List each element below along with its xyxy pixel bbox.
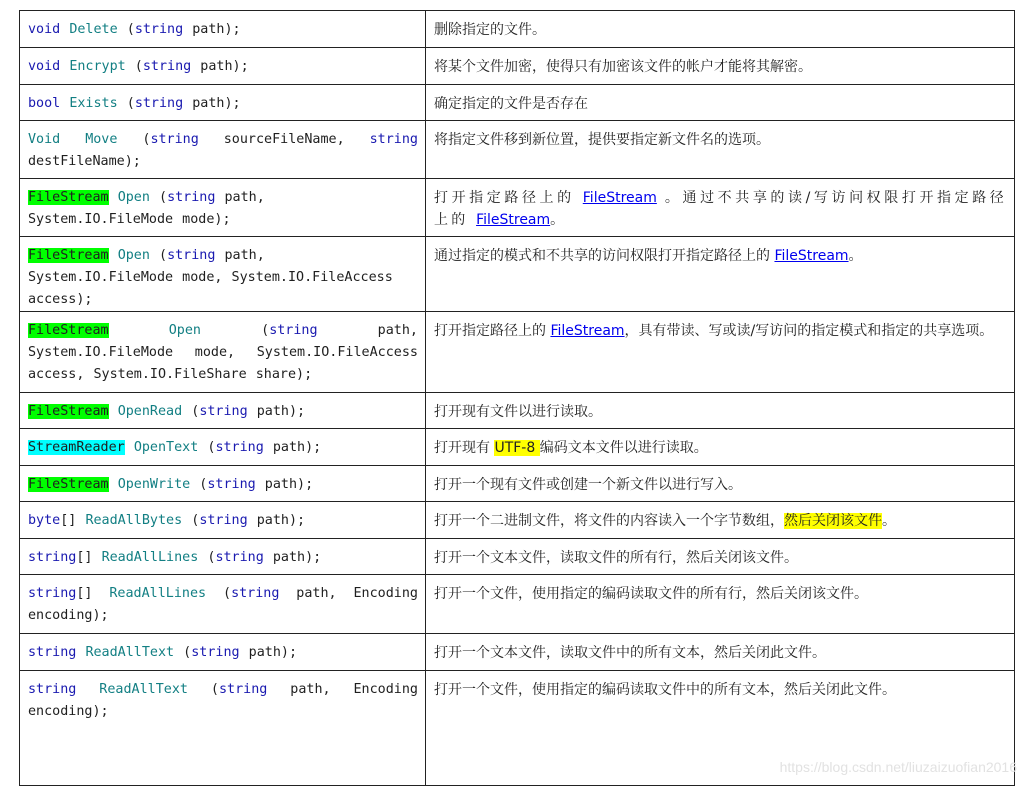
text-fragment [60, 59, 69, 74]
text-fragment: 。 [882, 513, 896, 529]
text-fragment: 。通过不共享的读/写访问权限打开指定路径上的 [434, 190, 1008, 228]
method-signature-cell [20, 502, 426, 539]
method-description-cell [426, 11, 1015, 48]
method-signature-cell [20, 179, 426, 237]
keyword-token: string [28, 586, 77, 601]
text-fragment: ( [201, 323, 270, 338]
keyword-token: string [28, 645, 77, 660]
method-description-cell [426, 85, 1015, 121]
keyword-token: bool [28, 96, 61, 111]
method-signature-cell [20, 429, 426, 466]
text-fragment: path); [247, 513, 306, 528]
text-fragment: path, System.IO.FileMode mode, System.IO.FileAccess access); [28, 248, 393, 307]
text-fragment: path); [263, 550, 322, 565]
keyword-token: string [231, 586, 280, 601]
text-fragment: ( [190, 477, 208, 492]
method-description-cell [426, 429, 1015, 466]
text-fragment: 打开一个文件，使用指定的编码读取文件中的所有文本，然后关闭此文件。 [434, 682, 896, 698]
keyword-token: string [207, 477, 256, 492]
method-name-token: Open [117, 248, 150, 263]
text-fragment: ( [117, 132, 151, 147]
method-signature-cell [20, 466, 426, 502]
text-fragment: path, System.IO.FileMode mode); [28, 190, 265, 227]
method-description-cell [426, 179, 1015, 237]
text-fragment [60, 132, 85, 147]
keyword-token: string [134, 96, 184, 111]
filestream-link[interactable]: FileStream [476, 212, 551, 228]
keyword-token: string [199, 513, 248, 528]
method-description-cell [426, 312, 1015, 393]
text-fragment: ( [182, 513, 200, 528]
text-fragment: 。 [848, 248, 863, 264]
method-description-cell [426, 634, 1015, 671]
text-fragment: [] [76, 550, 102, 565]
text-fragment: path); [183, 22, 241, 37]
highlighted-text: FileStream [28, 190, 109, 205]
keyword-token: string [269, 323, 318, 338]
method-signature-cell [20, 539, 426, 575]
text-fragment: path); [247, 404, 306, 419]
highlighted-text: FileStream [28, 404, 109, 419]
text-fragment [109, 190, 118, 205]
keyword-token: string [167, 248, 216, 263]
text-fragment: 打开指定路径上的 [434, 323, 551, 339]
method-description-cell [426, 121, 1015, 179]
text-fragment [109, 323, 169, 338]
text-fragment: path, Encoding encoding); [28, 682, 418, 719]
text-fragment [109, 477, 118, 492]
watermark: https://blog.csdn.net/liuzaizuofian2016 [779, 759, 1017, 775]
keyword-token: string [191, 645, 240, 660]
method-description-cell [426, 539, 1015, 575]
text-fragment: 将某个文件加密，使得只有加密该文件的帐户才能将其解密。 [434, 59, 812, 75]
text-fragment: 打开一个文本文件，读取文件的所有行，然后关闭该文件。 [434, 550, 798, 566]
keyword-token: void [28, 59, 61, 74]
text-fragment: 打开现有文件以进行读取。 [434, 404, 602, 420]
text-fragment: path); [183, 96, 241, 111]
keyword-token: string [28, 550, 77, 565]
text-fragment: 打开一个现有文件或创建一个新文件以进行写入。 [434, 477, 742, 493]
method-name-token: Delete [69, 22, 118, 37]
highlighted-text: FileStream [28, 248, 109, 263]
method-name-token: Encrypt [69, 59, 126, 74]
text-fragment: path); [191, 59, 249, 74]
table-row [20, 48, 1015, 85]
text-fragment: [] [76, 586, 110, 601]
method-name-token: Open [168, 323, 201, 338]
method-name-token: ReadAllText [85, 645, 175, 660]
table-row [20, 312, 1015, 393]
text-fragment: [] [60, 513, 86, 528]
text-fragment: ( [206, 586, 232, 601]
method-description-cell [426, 502, 1015, 539]
keyword-token: string [142, 59, 192, 74]
table-row [20, 237, 1015, 312]
method-signature-cell [20, 11, 426, 48]
text-fragment: 编码文本文件以进行读取。 [539, 440, 708, 456]
highlighted-text: StreamReader [28, 440, 125, 455]
text-fragment: 通过指定的模式和不共享的访问权限打开指定路径上的 [434, 248, 775, 264]
file-methods-table [19, 10, 1015, 786]
table-row [20, 429, 1015, 466]
table-row [20, 634, 1015, 671]
keyword-token: string [134, 22, 184, 37]
method-name-token: OpenRead [117, 404, 183, 419]
highlighted-text: 然后关闭该文件 [784, 513, 882, 529]
method-description-cell [426, 393, 1015, 429]
method-name-token: ReadAllText [99, 682, 188, 697]
text-fragment [76, 682, 99, 697]
text-fragment [60, 96, 69, 111]
text-fragment: path, System.IO.FileMode mode, System.IO.FileAccess access, System.IO.FileShare share); [28, 323, 418, 382]
text-fragment [125, 440, 134, 455]
table-row [20, 466, 1015, 502]
text-fragment [109, 404, 118, 419]
text-fragment: ( [174, 645, 192, 660]
text-fragment: 打开一个文件，使用指定的编码读取文件的所有行，然后关闭该文件。 [434, 586, 868, 602]
text-fragment: ( [149, 248, 168, 263]
method-description-cell [426, 466, 1015, 502]
keyword-token: string [199, 404, 248, 419]
table-row [20, 539, 1015, 575]
keyword-token: string [369, 132, 418, 147]
method-name-token: OpenWrite [117, 477, 191, 492]
text-fragment: 确定指定的文件是否存在 [434, 96, 588, 112]
table-row [20, 11, 1015, 48]
highlighted-text: FileStream [28, 477, 109, 492]
text-fragment: ( [149, 190, 168, 205]
table-row [20, 179, 1015, 237]
text-fragment: 打开指定路径上的 [434, 190, 583, 206]
method-signature-cell [20, 575, 426, 634]
text-fragment: ( [198, 440, 216, 455]
method-name-token: Move [85, 132, 118, 147]
keyword-token: string [215, 550, 264, 565]
table-row [20, 502, 1015, 539]
method-name-token: ReadAllLines [101, 550, 199, 565]
text-fragment: ( [117, 96, 135, 111]
method-signature-cell [20, 237, 426, 312]
keyword-token: string [218, 682, 268, 697]
keyword-token: byte [28, 513, 61, 528]
method-signature-cell [20, 634, 426, 671]
text-fragment: 删除指定的文件。 [434, 22, 546, 38]
text-fragment: sourceFileName, [198, 132, 370, 147]
table-row [20, 85, 1015, 121]
method-signature-cell [20, 85, 426, 121]
table-row [20, 575, 1015, 634]
text-fragment: 打开一个文本文件，读取文件中的所有文本，然后关闭此文件。 [434, 645, 826, 661]
filestream-link[interactable]: FileStream [774, 248, 849, 264]
table-row [20, 121, 1015, 179]
table-body [20, 11, 1015, 786]
text-fragment: ，具有带读、写或读/写访问的指定模式和指定的共享选项。 [624, 323, 994, 339]
text-fragment: path); [255, 477, 314, 492]
method-signature-cell [20, 48, 426, 85]
method-signature-cell [20, 671, 426, 786]
text-fragment: ( [182, 404, 200, 419]
text-fragment: 打开一个二进制文件，将文件的内容读入一个字节数组， [434, 513, 784, 529]
method-signature-cell [20, 393, 426, 429]
filestream-link[interactable]: FileStream [582, 190, 657, 206]
keyword-token: void [28, 22, 61, 37]
method-name-token: Exists [69, 96, 118, 111]
filestream-link[interactable]: FileStream [550, 323, 625, 339]
text-fragment: destFileName); [28, 154, 141, 169]
highlighted-text: FileStream [28, 323, 109, 338]
table-row [20, 393, 1015, 429]
text-fragment: path); [263, 440, 322, 455]
method-name-token: Open [117, 190, 150, 205]
method-name-token: OpenText [133, 440, 199, 455]
method-signature-cell [20, 312, 426, 393]
keyword-token: string [150, 132, 199, 147]
text-fragment: 。 [550, 212, 565, 228]
method-name-token: Void [28, 132, 61, 147]
keyword-token: string [28, 682, 77, 697]
method-description-cell [426, 575, 1015, 634]
keyword-token: string [215, 440, 264, 455]
text-fragment [109, 248, 118, 263]
highlighted-text: UTF-8 [494, 440, 540, 456]
text-fragment: 将指定文件移到新位置，提供要指定新文件名的选项。 [434, 132, 770, 148]
text-fragment: path, Encoding encoding); [28, 586, 418, 623]
text-fragment: 打开现有 [434, 440, 495, 456]
text-fragment [60, 22, 69, 37]
method-signature-cell [20, 121, 426, 179]
text-fragment: ( [125, 59, 143, 74]
text-fragment: ( [117, 22, 135, 37]
method-description-cell [426, 237, 1015, 312]
keyword-token: string [167, 190, 216, 205]
text-fragment: ( [187, 682, 219, 697]
text-fragment: path); [239, 645, 298, 660]
method-name-token: ReadAllLines [109, 586, 207, 601]
text-fragment: ( [198, 550, 216, 565]
method-name-token: ReadAllBytes [85, 513, 183, 528]
method-description-cell [426, 48, 1015, 85]
